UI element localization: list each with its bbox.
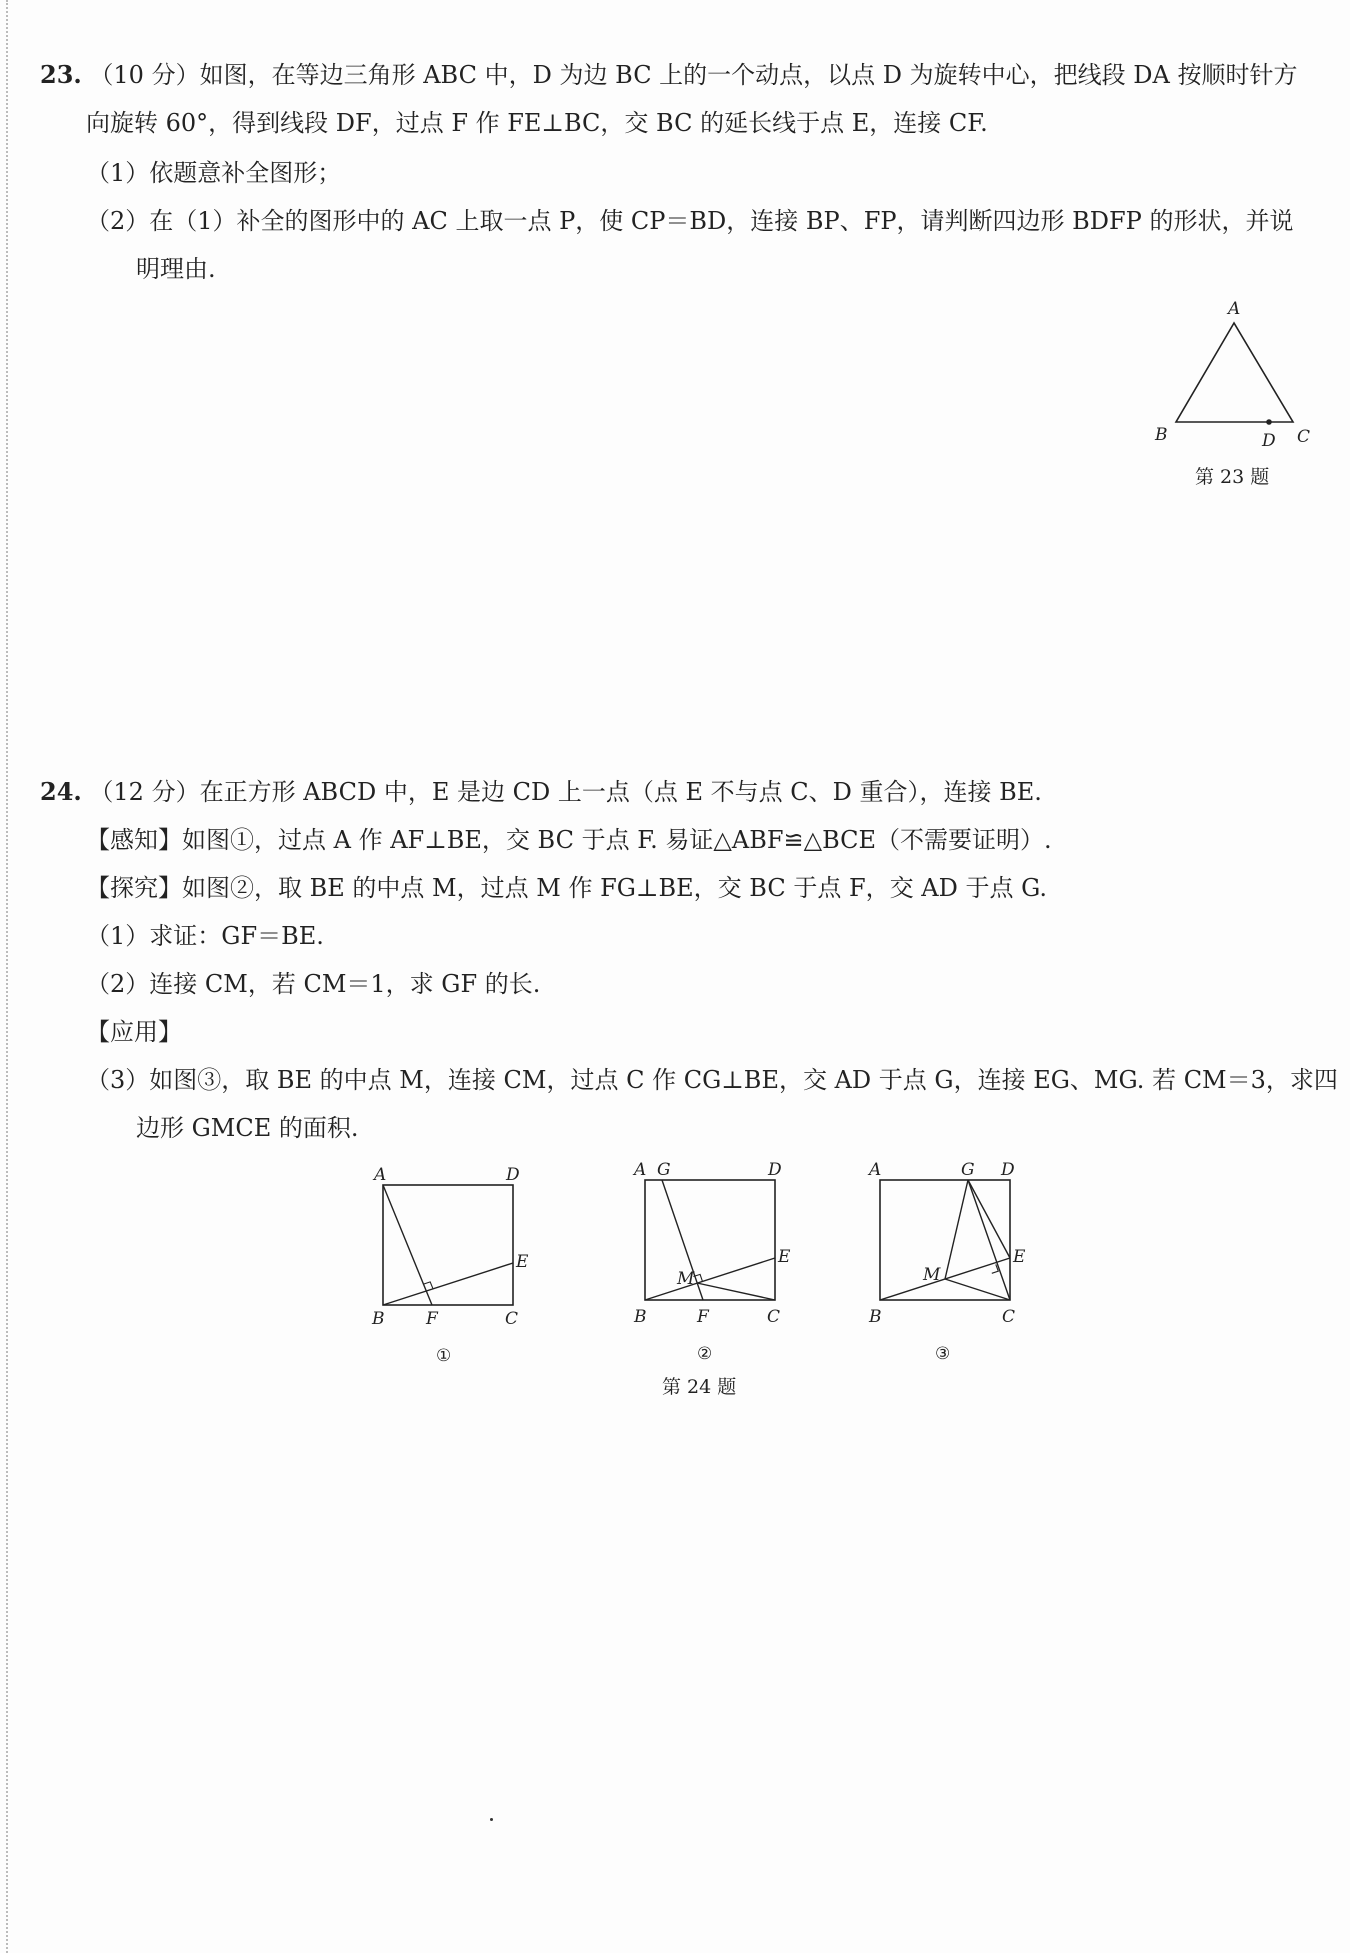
label-f: F bbox=[697, 1307, 709, 1327]
figure-number: ① bbox=[436, 1346, 452, 1366]
label-e: E bbox=[1013, 1247, 1026, 1267]
q24-figure-2 bbox=[630, 1155, 810, 1365]
q24-number: 24. bbox=[40, 777, 82, 806]
segment-mc bbox=[697, 1283, 775, 1300]
label-d: D bbox=[1262, 431, 1276, 451]
segment-be bbox=[645, 1258, 775, 1300]
label-c: C bbox=[1297, 427, 1311, 447]
triangle-abc bbox=[1176, 323, 1293, 422]
label-d: D bbox=[506, 1165, 520, 1185]
square-abcd bbox=[880, 1180, 1010, 1300]
q24-part-3: （3）如图③，取 BE 的中点 M，连接 CM，过点 C 作 CG⊥BE，交 AD 于点 G，连接 EG、MG. 若 CM＝3，求四 bbox=[86, 1066, 1338, 1094]
q23-stem-1: （10 分）如图，在等边三角形 ABC 中，D 为边 BC 上的一个动点，以点 D 为旋转中心，把线段 DA 按顺时针方 bbox=[89, 61, 1298, 89]
q24-figure-caption: 第 24 题 bbox=[662, 1376, 737, 1398]
label-b: B bbox=[1155, 425, 1168, 445]
q24-perceive: 【感知】如图①，过点 A 作 AF⊥BE，交 BC 于点 F. 易证△ABF≌△BCE（不需要证明）. bbox=[86, 826, 1052, 854]
label-a: A bbox=[374, 1165, 387, 1185]
q23-figure-caption: 第 23 题 bbox=[1195, 466, 1270, 488]
label-g: G bbox=[961, 1160, 975, 1180]
page-dot bbox=[490, 1818, 493, 1821]
segment-af bbox=[383, 1185, 432, 1305]
label-e: E bbox=[516, 1252, 529, 1272]
segment-gc bbox=[968, 1180, 1010, 1300]
segment-ge bbox=[968, 1180, 1010, 1258]
q23-part-2: （2）在（1）补全的图形中的 AC 上取一点 P，使 CP＝BD，连接 BP、FP，请判断四边形 BDFP 的形状，并说 bbox=[86, 207, 1294, 235]
q23-part-2-cont: 明理由. bbox=[136, 255, 216, 283]
segment-be bbox=[383, 1263, 513, 1305]
label-a: A bbox=[869, 1160, 882, 1180]
label-d: D bbox=[1001, 1160, 1015, 1180]
q24-figure-3 bbox=[865, 1155, 1045, 1365]
q24-apply-heading: 【应用】 bbox=[86, 1018, 182, 1046]
point-d bbox=[1266, 419, 1272, 425]
q24-stem-1: （12 分）在正方形 ABCD 中，E 是边 CD 上一点（点 E 不与点 C、D 重合），连接 BE. bbox=[89, 778, 1042, 806]
label-a: A bbox=[1228, 299, 1241, 319]
page-margin-rule bbox=[6, 0, 8, 1953]
label-b: B bbox=[634, 1307, 647, 1327]
q23-stem-2: 向旋转 60°，得到线段 DF，过点 F 作 FE⊥BC，交 BC 的延长线于点 E，连接 CF. bbox=[86, 109, 988, 137]
figure-number: ② bbox=[697, 1344, 713, 1364]
label-c: C bbox=[767, 1307, 781, 1327]
label-c: C bbox=[505, 1309, 519, 1329]
label-e: E bbox=[778, 1247, 791, 1267]
q23-figure-triangle bbox=[1145, 298, 1320, 458]
label-m: M bbox=[677, 1269, 695, 1289]
q24-part-1: （1）求证：GF＝BE. bbox=[86, 922, 324, 950]
q24-line-1 bbox=[40, 777, 1042, 807]
label-m: M bbox=[923, 1265, 941, 1285]
square-abcd bbox=[383, 1185, 513, 1305]
figure-number: ③ bbox=[935, 1344, 951, 1364]
q24-explore: 【探究】如图②，取 BE 的中点 M，过点 M 作 FG⊥BE，交 BC 于点 F，交 AD 于点 G. bbox=[86, 874, 1048, 902]
segment-mc bbox=[945, 1279, 1010, 1300]
q24-figure-1 bbox=[368, 1160, 548, 1370]
q23-part-1: （1）依题意补全图形； bbox=[86, 159, 342, 187]
q23-number: 23. bbox=[40, 60, 82, 89]
q24-part-3-cont: 边形 GMCE 的面积. bbox=[136, 1114, 359, 1142]
label-b: B bbox=[372, 1309, 385, 1329]
label-d: D bbox=[768, 1160, 782, 1180]
q24-part-2: （2）连接 CM，若 CM＝1，求 GF 的长. bbox=[86, 970, 541, 998]
square-abcd bbox=[645, 1180, 775, 1300]
label-g: G bbox=[657, 1160, 671, 1180]
label-b: B bbox=[869, 1307, 882, 1327]
q23-line-1 bbox=[40, 60, 1298, 90]
label-a: A bbox=[634, 1160, 647, 1180]
segment-gm bbox=[945, 1180, 968, 1279]
label-c: C bbox=[1002, 1307, 1016, 1327]
label-f: F bbox=[426, 1309, 438, 1329]
